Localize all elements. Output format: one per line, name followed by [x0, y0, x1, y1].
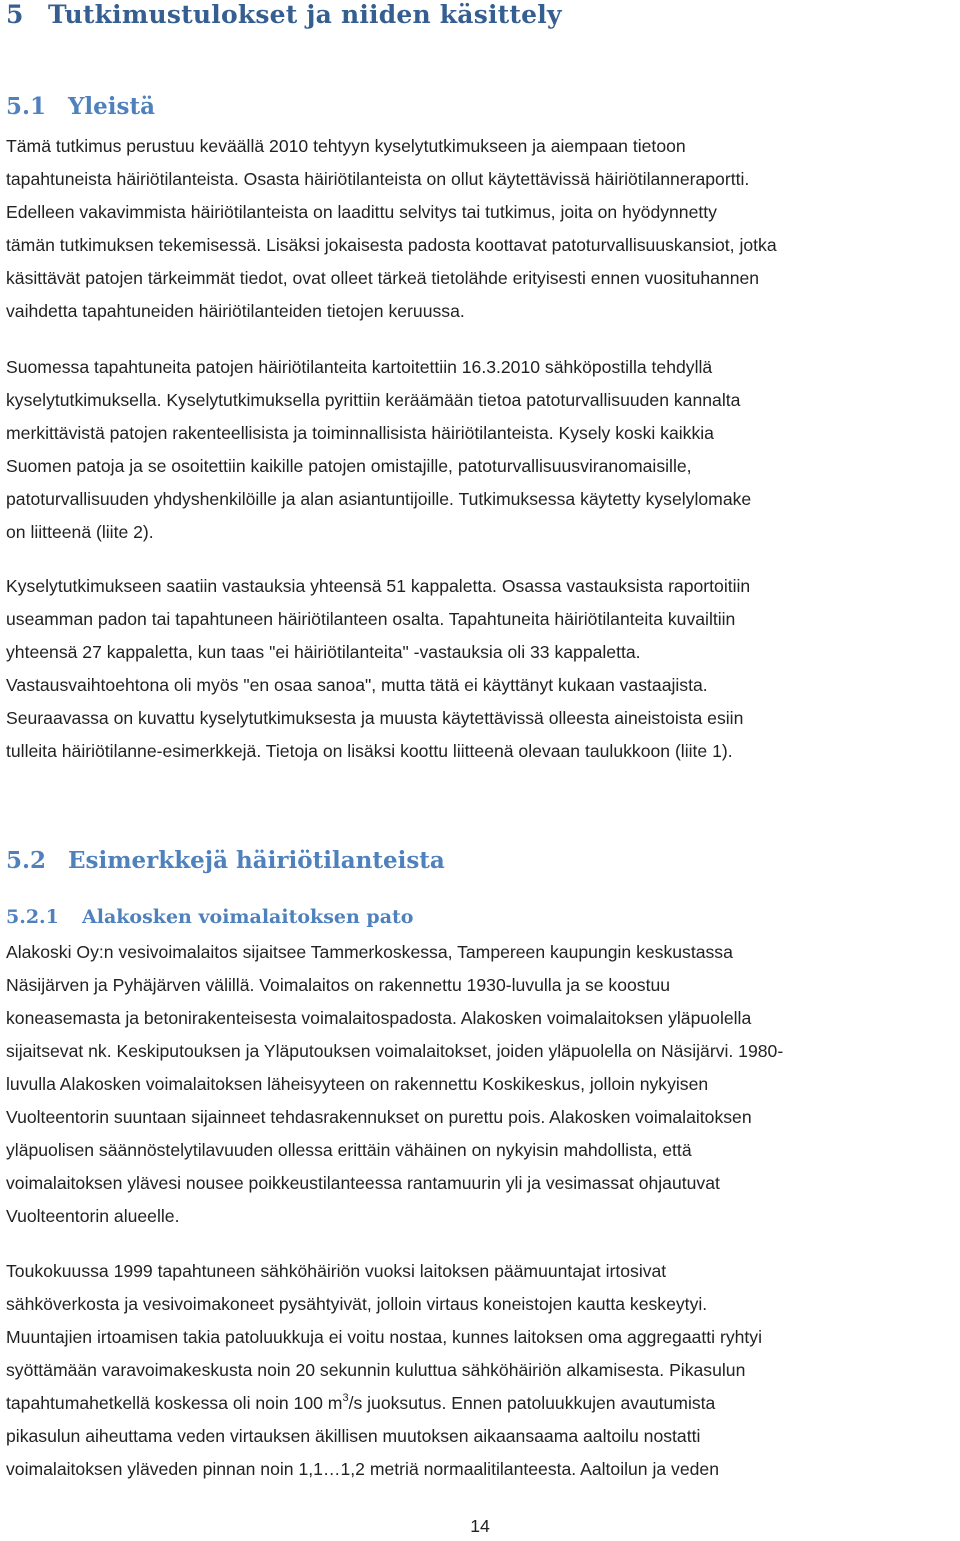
text-line: Alakoski Oy:n vesivoimalaitos sijaitsee Tammerkoskessa, Tampereen kaupungin keskustassa — [6, 942, 733, 962]
text-line: Suomen patoja ja se osoitettiin kaikille patojen omistajille, patoturvallisuusviranomaisille, — [6, 456, 692, 476]
text-line: tämän tutkimuksen tekemisessä. Lisäksi jokaisesta padosta koottavat patoturvallisuuskansiot, jotka — [6, 235, 777, 255]
text-line-flow — [6, 1387, 954, 1420]
text-line: voimalaitoksen yläveden pinnan noin 1,1…1,2 metriä normaalitilanteesta. Aaltoilun ja veden — [6, 1459, 719, 1479]
text-line: Kyselytutkimukseen saatiin vastauksia yhteensä 51 kappaletta. Osassa vastauksista raportoitiin — [6, 576, 751, 596]
paragraph-1999-incident — [6, 1255, 954, 1486]
text-line: syöttämään varavoimakeskusta noin 20 sekunnin kuluttua sähköhäiriön alkamisesta. Pikasulun — [6, 1360, 746, 1380]
text-line: Suomessa tapahtuneita patojen häiriötilanteita kartoitettiin 16.3.2010 sähköpostilla tehdyllä — [6, 357, 713, 377]
paragraph-intro — [6, 130, 954, 328]
chapter-title: Tutkimustulokset ja niiden käsittely — [48, 0, 562, 29]
chapter-number: 5 — [6, 0, 24, 29]
text-line: koneasemasta ja betonirakenteisesta voimalaitospadosta. Alakosken voimalaitoksen yläpuolella — [6, 1008, 752, 1028]
section-title: Yleistä — [68, 93, 156, 120]
paragraph-responses — [6, 570, 954, 768]
text-line: Vastausvaihtoehtona oli myös "en osaa sanoa", mutta tätä ei käyttänyt kukaan vastaajista. — [6, 675, 708, 695]
paragraph-alakoski-description — [6, 936, 954, 1233]
section-number: 5.2 — [6, 847, 47, 874]
subsection-title: Alakosken voimalaitoksen pato — [82, 906, 414, 928]
text-line: luvulla Alakosken voimalaitoksen läheisyyteen on rakennettu Koskikeskus, jolloin nykyisen — [6, 1074, 709, 1094]
text-line: käsittävät patojen tärkeimmät tiedot, ovat olleet tärkeä tietolähde erityisesti ennen vuosituhannen — [6, 268, 760, 288]
text-line: sijaitsevat nk. Keskiputouksen ja Yläputouksen voimalaitokset, joiden yläpuolella on Näsijärvi. 1980- — [6, 1041, 784, 1061]
subsection-heading-5-2-1 — [6, 906, 413, 928]
text-line: Vuolteentorin alueelle. — [6, 1206, 180, 1226]
superscript-3: 3 — [342, 1392, 349, 1404]
flow-text-before: tapahtumahetkellä koskessa oli noin 100 m — [6, 1393, 343, 1413]
text-line: useamman padon tai tapahtuneen häiriötilanteen osalta. Tapahtuneita häiriötilanteita kuvailtiin — [6, 609, 736, 629]
text-line: Vuolteentorin suuntaan sijainneet tehdasrakennukset on purettu pois. Alakosken voimalaitoksen — [6, 1107, 752, 1127]
text-line: Seuraavassa on kuvattu kyselytutkimuksesta ja muusta käytettävissä olleesta aineistoista esiin — [6, 708, 744, 728]
text-line: voimalaitoksen ylävesi nousee poikkeustilanteessa rantamuurin yli ja vesimassat ohjautuvat — [6, 1173, 720, 1193]
page-number: 14 — [470, 1516, 490, 1536]
text-line: on liitteenä (liite 2). — [6, 522, 154, 542]
text-line: Edelleen vakavimmista häiriötilanteista on laadittu selvitys tai tutkimus, joita on hyödynnetty — [6, 202, 717, 222]
subsection-number: 5.2.1 — [6, 906, 59, 928]
text-line: pikasulun aiheuttama veden virtauksen äkillisen muutoksen aikaansaama aaltoilu nostatti — [6, 1426, 701, 1446]
section-heading-5-1 — [6, 93, 155, 120]
chapter-heading — [6, 0, 562, 29]
section-number: 5.1 — [6, 93, 47, 120]
text-line: Toukokuussa 1999 tapahtuneen sähköhäiriön vuoksi laitoksen päämuuntajat irtosivat — [6, 1261, 667, 1281]
text-line: Näsijärven ja Pyhäjärven välillä. Voimalaitos on rakennettu 1930-luvulla ja se koostuu — [6, 975, 671, 995]
text-line: vaihdetta tapahtuneiden häiriötilanteiden tietojen keruussa. — [6, 301, 465, 321]
section-heading-5-2 — [6, 847, 445, 874]
text-line: Muuntajien irtoamisen takia patoluukkuja ei voitu nostaa, kunnes laitoksen oma aggregaatti ryhtyi — [6, 1327, 762, 1347]
text-line: Tämä tutkimus perustuu keväällä 2010 tehtyyn kyselytutkimukseen ja aiempaan tietoon — [6, 136, 686, 156]
paragraph-survey — [6, 351, 954, 549]
text-line: merkittävistä patojen rakenteellisista ja toiminnallisista häiriötilanteista. Kysely koski kaikkia — [6, 423, 714, 443]
text-line: sähköverkosta ja vesivoimakoneet pysähtyivät, jolloin virtaus koneistojen kautta keskeytyi. — [6, 1294, 708, 1314]
section-title: Esimerkkejä häiriötilanteista — [68, 847, 445, 874]
text-line: tapahtuneista häiriötilanteista. Osasta häiriötilanteista on ollut käytettävissä häiriötilanneraportti. — [6, 169, 750, 189]
text-line: kyselytutkimuksella. Kyselytutkimuksella pyrittiin keräämään tietoa patoturvallisuuden kannalta — [6, 390, 741, 410]
text-line: yläpuolisen säännöstelytilavuuden ollessa erittäin vähäinen on nykyisin mahdollista, että — [6, 1140, 692, 1160]
text-line: yhteensä 27 kappaletta, kun taas "ei häiriötilanteita" -vastauksia oli 33 kappaletta. — [6, 642, 641, 662]
flow-text-after: /s juoksutus. Ennen patoluukkujen avautumista — [348, 1393, 716, 1413]
text-line: patoturvallisuuden yhdyshenkilöille ja alan asiantuntijoille. Tutkimuksessa käytetty kyselylomake — [6, 489, 752, 509]
text-line: tulleita häiriötilanne-esimerkkejä. Tietoja on lisäksi koottu liitteenä olevaan taulukkoon (liite 1). — [6, 741, 733, 761]
